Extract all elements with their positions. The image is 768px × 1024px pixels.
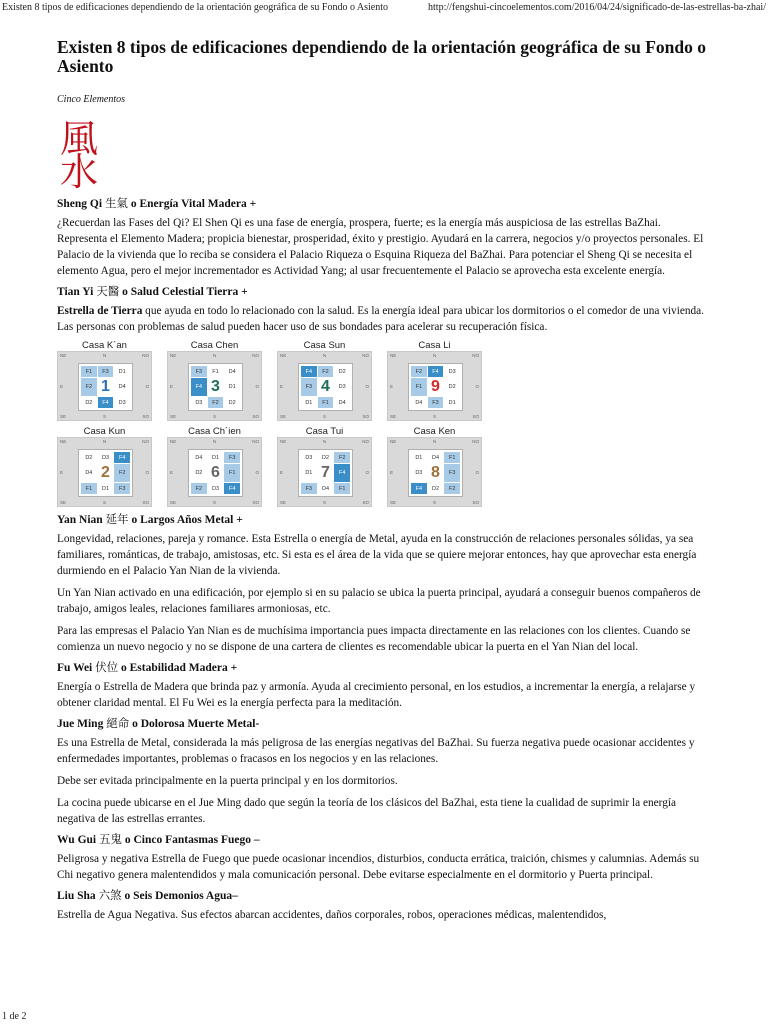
compass-label: N	[433, 439, 437, 444]
heading-hanzi: 伏位	[95, 662, 119, 674]
sector-cell: F2	[114, 464, 130, 482]
sector-cell: F4	[428, 366, 444, 377]
sector-cell: D2	[224, 397, 240, 408]
compass-label: SO	[142, 500, 149, 505]
house-board	[277, 437, 372, 507]
compass-label: NE	[170, 439, 177, 444]
heading-text: Sheng Qi	[57, 198, 105, 210]
sector-cell: D3	[208, 483, 224, 494]
sector-cell: F4	[334, 464, 350, 482]
heading-hanzi: 生氣	[104, 198, 128, 210]
compass-label: O	[255, 470, 259, 475]
sector-cell: F2	[208, 397, 224, 408]
sector-cell: F4	[224, 483, 240, 494]
sector-cell: D2	[191, 464, 207, 482]
sector-cell: D4	[224, 366, 240, 377]
sector-cell: D1	[301, 397, 317, 408]
compass-label: N	[103, 439, 107, 444]
sector-cell: F1	[208, 366, 224, 377]
sector-cell: D1	[208, 452, 224, 463]
compass-label: E	[170, 470, 174, 475]
author-link[interactable]: Cinco Elementos	[57, 94, 126, 105]
compass-label: NE	[280, 439, 287, 444]
compass-label: E	[60, 384, 64, 389]
compass-label: S	[213, 414, 217, 419]
sector-cell: F4	[301, 366, 317, 377]
house-board	[167, 351, 262, 421]
house-grid	[298, 449, 353, 497]
paragraph: Peligrosa y negativa Estrella de Fuego que puede ocasionar incendios, disturbios, conducta errática, traición, chismes y calumnias. Además su Chi negativo genera malentendidos y mala comunicación personal. Debe evitarse especialmente en el dormitorio y Puerta principal.	[57, 853, 700, 881]
sector-cell: F3	[428, 397, 444, 408]
compass-label: SE	[60, 414, 67, 419]
sector-cell: D4	[334, 397, 350, 408]
house-number: 4	[318, 378, 334, 396]
sector-cell: F3	[114, 483, 130, 494]
print-header-url[interactable]: http://fengshui-cincoelementos.com/2016/04/24/significado-de-las-estrellas-ba-zhai/	[428, 2, 766, 13]
article-title: Existen 8 tipos de edificaciones dependiendo de la orientación geográfica de su Fondo o Asiento	[57, 37, 706, 76]
house-title: Casa K´an	[82, 340, 127, 351]
compass-label: N	[323, 353, 327, 358]
paragraph: ¿Recuerdan las Fases del Qi? El Shen Qi es una fase de energía, prospera, fuerte; es la energía más auspiciosa de las estrellas BaZhai. Representa el Elemento Madera; propicia bienestar, prosperidad, éxito y prestigio. Ayudará en la carrera, negocios y/o proyectos personales. El Palacio de la vivienda que lo reciba se considera el Palacio Riqueza o Esquina Riqueza del BaZhai. Para potenciar el Sheng Qi se necesita el elemento Agua, pero el mejor incrementador es Actividad Yang; al usar frecuentemente el Palacio se aprovecha esta excelente energía.	[57, 217, 704, 277]
sector-cell: D1	[224, 378, 240, 396]
compass-label: S	[433, 414, 437, 419]
sector-cell: F3	[191, 366, 207, 377]
sector-cell: F2	[411, 366, 427, 377]
sector-cell: D4	[114, 378, 130, 396]
compass-label: SE	[170, 414, 177, 419]
house-grid	[188, 449, 243, 497]
house-grid	[408, 449, 463, 497]
sector-cell: D1	[98, 483, 114, 494]
sector-cell: D3	[301, 452, 317, 463]
heading-text: Wu Gui	[57, 834, 99, 846]
house-grid	[298, 363, 353, 411]
compass-label: E	[170, 384, 174, 389]
sector-cell: F1	[81, 366, 97, 377]
house-title: Casa Sun	[303, 340, 346, 351]
paragraph: Es una Estrella de Metal, considerada la más peligrosa de las energías negativas del BaZhai. Su fuerza negativa puede ocasionar accidentes y enfermedades importantes, problemas o fracasos en los negocios y en las relaciones.	[57, 737, 695, 765]
heading-text: Tian Yi	[57, 286, 97, 298]
compass-label: NE	[390, 439, 397, 444]
compass-label: E	[280, 470, 284, 475]
feng-shui-logo	[57, 117, 101, 194]
compass-label: E	[390, 384, 394, 389]
section-heading-wu-gui	[57, 833, 712, 847]
compass-label: O	[145, 470, 149, 475]
paragraph: Para las empresas el Palacio Yan Nian es de muchísima importancia pues impacta directamente en las relaciones con los clientes. Cuando se comienza un nuevo negocio y no se dispone de una cartera de clientes es recomendable ubicar la puerta en el Yan Nian del local.	[57, 625, 691, 653]
heading-hanzi: 六煞	[98, 890, 122, 902]
sector-cell: F3	[444, 464, 460, 482]
sector-cell: F3	[98, 366, 114, 377]
paragraph: Energía o Estrella de Madera que brinda paz y armonía. Ayuda al crecimiento personal, en los estudios, a incrementar la energía, a relajarse y obtener claridad mental. El Fu Wei es la energía perfecta para la meditación.	[57, 681, 696, 709]
house-number: 8	[428, 464, 444, 482]
sector-cell: F4	[191, 378, 207, 396]
house-diagram	[167, 427, 262, 507]
heading-hanzi: 五鬼	[98, 834, 122, 846]
sector-cell: D3	[411, 464, 427, 482]
heading-text: o Dolorosa Muerte Metal-	[129, 718, 260, 730]
compass-label: O	[475, 470, 479, 475]
compass-label: NO	[362, 353, 369, 358]
sector-cell: D3	[444, 366, 460, 377]
sector-cell: D1	[411, 452, 427, 463]
compass-label: S	[213, 500, 217, 505]
section-heading-liu-sha	[57, 889, 712, 903]
house-number: 7	[318, 464, 334, 482]
house-title: Casa Ken	[413, 426, 456, 437]
compass-label: S	[103, 414, 107, 419]
house-diagram	[57, 341, 152, 421]
compass-label: N	[103, 353, 107, 358]
compass-label: O	[365, 470, 369, 475]
paragraph	[57, 303, 712, 335]
paragraph: Debe ser evitada principalmente en la puerta principal y en los dormitorios.	[57, 775, 398, 787]
house-board	[57, 437, 152, 507]
house-grid	[78, 363, 133, 411]
house-diagram	[387, 341, 482, 421]
section-heading-sheng-qi	[57, 197, 712, 211]
house-number: 3	[208, 378, 224, 396]
sector-cell: F1	[224, 464, 240, 482]
sector-cell: F1	[334, 483, 350, 494]
compass-label: E	[60, 470, 64, 475]
sector-cell: D2	[318, 452, 334, 463]
compass-label: SE	[390, 414, 397, 419]
house-diagram	[387, 427, 482, 507]
compass-label: SE	[170, 500, 177, 505]
sector-cell: D2	[428, 483, 444, 494]
house-title: Casa Ch´ien	[188, 426, 241, 437]
sector-cell: D3	[191, 397, 207, 408]
compass-label: S	[323, 500, 327, 505]
heading-hanzi: 延年	[105, 514, 129, 526]
sector-cell: F2	[334, 452, 350, 463]
heading-text: Jue Ming	[57, 718, 107, 730]
compass-label: SO	[252, 414, 259, 419]
heading-text: Liu Sha	[57, 890, 99, 902]
compass-label: SE	[390, 500, 397, 505]
sector-cell: D2	[81, 397, 97, 408]
compass-label: N	[213, 353, 217, 358]
house-number: 9	[428, 378, 444, 396]
heading-text: Yan Nian	[57, 514, 106, 526]
house-number: 6	[208, 464, 224, 482]
sector-cell: F1	[444, 452, 460, 463]
sector-cell: F1	[318, 397, 334, 408]
sector-cell: D4	[81, 464, 97, 482]
compass-label: NO	[362, 439, 369, 444]
compass-label: NO	[252, 353, 259, 358]
paragraph: La cocina puede ubicarse en el Jue Ming dado que según la teoría de los clásicos del BaZhai, esta tiene la cualidad de suprimir la energía negativa de las estrellas errantes.	[57, 797, 677, 825]
heading-text: o Cinco Fantasmas Fuego –	[121, 834, 260, 846]
compass-label: O	[145, 384, 149, 389]
compass-label: NE	[60, 439, 67, 444]
article	[57, 38, 712, 929]
heading-hanzi: 絕命	[106, 718, 130, 730]
house-diagram	[57, 427, 152, 507]
sector-cell: F2	[444, 483, 460, 494]
heading-text: o Energía Vital Madera +	[127, 198, 257, 210]
sector-cell: F3	[224, 452, 240, 463]
sector-cell: F1	[411, 378, 427, 396]
sector-cell: D3	[334, 378, 350, 396]
sector-cell: F2	[318, 366, 334, 377]
logo-char-shui: 水	[59, 150, 98, 194]
logo-char-feng: 風	[59, 117, 98, 161]
compass-label: NO	[472, 353, 479, 358]
compass-label: SE	[280, 414, 287, 419]
house-title: Casa Kun	[83, 426, 126, 437]
compass-label: N	[213, 439, 217, 444]
sector-cell: D4	[318, 483, 334, 494]
compass-label: SO	[362, 500, 369, 505]
page-counter: 1 de 2	[2, 1011, 27, 1022]
sector-cell: D1	[444, 397, 460, 408]
sector-cell: F4	[98, 397, 114, 408]
house-board	[387, 351, 482, 421]
sector-cell: F3	[301, 483, 317, 494]
house-board	[387, 437, 482, 507]
compass-label: S	[103, 500, 107, 505]
house-title: Casa Tui	[305, 426, 344, 437]
paragraph-text: que ayuda en todo lo relacionado con la salud. Es la energía ideal para ubicar los dormitorios o el comedor de una vivienda. Las personas con problemas de salud pueden hacer uso de sus bondades para acelerar su recuperación física.	[57, 305, 704, 333]
sector-cell: F4	[114, 452, 130, 463]
compass-label: NE	[390, 353, 397, 358]
house-diagram	[277, 341, 372, 421]
heading-text: o Estabilidad Madera +	[118, 662, 238, 674]
compass-label: NO	[142, 439, 149, 444]
compass-label: SO	[362, 414, 369, 419]
heading-hanzi: 天醫	[96, 286, 120, 298]
house-title: Casa Chen	[190, 340, 239, 351]
heading-text: o Salud Celestial Tierra +	[119, 286, 248, 298]
house-grid	[188, 363, 243, 411]
sector-cell: F2	[81, 378, 97, 396]
sector-cell: F4	[411, 483, 427, 494]
heading-text: o Seis Demonios Agua–	[121, 890, 238, 902]
compass-label: NO	[142, 353, 149, 358]
compass-label: O	[255, 384, 259, 389]
sector-cell: D2	[444, 378, 460, 396]
compass-label: NE	[60, 353, 67, 358]
paragraph: Un Yan Nian activado en una edificación, por ejemplo si en su palacio se ubica la puerta principal, ayudará a conseguir buenos compañeros de trabajo, amigos leales, relaciones familiares armoniosas, etc.	[57, 587, 701, 615]
sector-cell: F1	[81, 483, 97, 494]
compass-label: NE	[170, 353, 177, 358]
house-board	[167, 437, 262, 507]
compass-label: SO	[252, 500, 259, 505]
compass-label: NO	[252, 439, 259, 444]
sector-cell: D4	[428, 452, 444, 463]
compass-label: SO	[472, 500, 479, 505]
sector-cell: F2	[191, 483, 207, 494]
house-diagram	[167, 341, 262, 421]
house-grid	[78, 449, 133, 497]
bold-term: Estrella de Tierra	[57, 305, 143, 317]
compass-label: E	[280, 384, 284, 389]
compass-label: SE	[280, 500, 287, 505]
print-header-title: Existen 8 tipos de edificaciones dependiendo de la orientación geográfica de su Fondo o Asiento	[2, 2, 389, 13]
sector-cell: D4	[411, 397, 427, 408]
compass-label: E	[390, 470, 394, 475]
sector-cell: D1	[114, 366, 130, 377]
compass-label: S	[323, 414, 327, 419]
house-grid	[408, 363, 463, 411]
section-heading-fu-wei	[57, 661, 712, 675]
house-board	[277, 351, 372, 421]
house-number: 1	[98, 378, 114, 396]
section-heading-yan-nian	[57, 513, 712, 527]
sector-cell: D3	[114, 397, 130, 408]
compass-label: SO	[472, 414, 479, 419]
compass-label: O	[475, 384, 479, 389]
compass-label: NE	[280, 353, 287, 358]
paragraph: Longevidad, relaciones, pareja y romance. Esta Estrella o energía de Metal, ayuda en la construcción de relaciones personales sólidas, ya sea familiares, románticas, de trabajo, amistosas, etc. Si esta es el área de la vida que se quiere mejorar entonces, hay que aprovechar esta energía durmiendo en el Palacio Yan Nian de la vivienda.	[57, 533, 697, 577]
compass-label: S	[433, 500, 437, 505]
sector-cell: D3	[98, 452, 114, 463]
house-diagram	[277, 427, 372, 507]
sector-cell: D2	[81, 452, 97, 463]
house-board	[57, 351, 152, 421]
paragraph: Estrella de Agua Negativa. Sus efectos abarcan accidentes, daños corporales, robos, operaciones médicas, malentendidos,	[57, 909, 607, 921]
section-heading-tian-yi	[57, 285, 712, 299]
compass-label: NO	[472, 439, 479, 444]
house-number: 2	[98, 464, 114, 482]
sector-cell: F3	[301, 378, 317, 396]
sector-cell: D4	[191, 452, 207, 463]
compass-label: N	[323, 439, 327, 444]
compass-label: N	[433, 353, 437, 358]
house-title: Casa Li	[418, 340, 451, 351]
compass-label: O	[365, 384, 369, 389]
sector-cell: D1	[301, 464, 317, 482]
compass-label: SE	[60, 500, 67, 505]
compass-label: SO	[142, 414, 149, 419]
sector-cell: D2	[334, 366, 350, 377]
heading-text: Fu Wei	[57, 662, 96, 674]
houses-grid	[57, 341, 712, 507]
heading-text: o Largos Años Metal +	[128, 514, 243, 526]
section-heading-jue-ming	[57, 717, 712, 731]
